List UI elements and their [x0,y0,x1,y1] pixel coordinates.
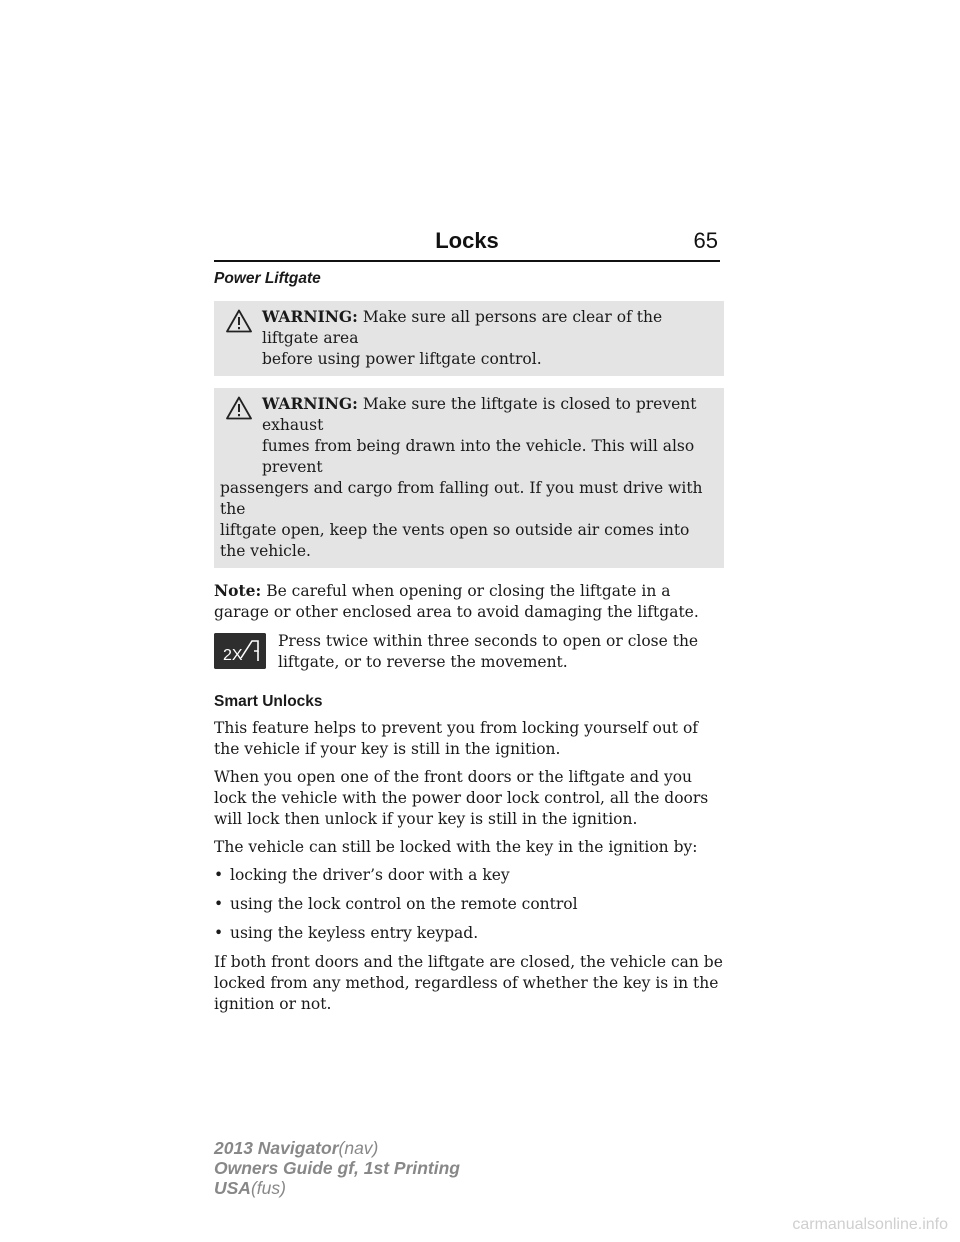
note-text: Be careful when opening or closing the liftgate in a garage or other enclosed area to avoid damaging the liftgate. [214,582,699,621]
bullet: • [214,866,224,884]
warning-triangle-icon [226,396,252,420]
liftgate-icon-label: 2X [223,647,243,664]
section-heading-power-liftgate: Power Liftgate [214,270,321,287]
page-number: 65 [693,228,718,253]
warning-text: Make sure the liftgate is closed to prevent exhaust [262,395,697,434]
page-header [214,228,720,262]
closing-paragraph: If both front doors and the liftgate are closed, the vehicle can be locked from any method, regardless of whether the key is in the ignition or not. [214,953,723,1013]
warning-line: before using power liftgate control. [262,350,542,368]
warning-label: WARNING: [262,307,358,326]
liftgate-button-row [214,631,724,673]
list-item-text: using the keyless entry keypad. [230,924,479,942]
chapter-title: Locks [435,228,499,253]
watermark-text: carmanualsonline.info [792,1216,948,1233]
footer-model: 2013 Navigator [214,1138,339,1158]
list-item-text: using the lock control on the remote control [230,895,578,913]
list-item-text: locking the driver’s door with a key [230,866,510,884]
footer-line-1 [214,1138,460,1158]
bullet: • [214,924,224,942]
page-footer [214,1138,460,1198]
warning-line [220,306,718,349]
footer-line-3 [214,1178,460,1198]
liftgate-button-description: Press twice within three seconds to open or close the liftgate, or to reverse the movement. [278,632,699,671]
warning-triangle-icon [226,309,252,333]
note-label: Note: [214,581,262,600]
bullet: • [214,895,224,913]
footer-model-code: (nav) [338,1138,379,1158]
warning-box-2 [214,388,724,568]
body-paragraph: When you open one of the front doors or the liftgate and you lock the vehicle with the power door lock control, all the doors will lock then unlock if your key is still in the ignition. [214,768,709,828]
warning-label: WARNING: [262,394,358,413]
body-paragraph: This feature helps to prevent you from locking yourself out of the vehicle if your key is still in the ignition. [214,719,699,758]
header-divider [214,260,720,262]
page-content [214,268,724,1022]
warning-box-1 [214,301,724,376]
warning-line: fumes from being drawn into the vehicle. This will also prevent [262,437,695,476]
body-paragraph: The vehicle can still be locked with the key in the ignition by: [214,838,698,856]
liftgate-2x-button-icon [214,633,266,669]
note-paragraph [214,580,724,623]
list-item [214,894,724,915]
section-heading-smart-unlocks: Smart Unlocks [214,693,323,710]
footer-market-code: (fus) [250,1178,286,1198]
warning-text: Make sure all persons are clear of the liftgate area [262,308,663,347]
footer-line-2 [214,1158,460,1178]
list-item [214,865,724,886]
warning-line [220,393,718,436]
warning-line: liftgate open, keep the vents open so outside air comes into the vehicle. [220,521,690,560]
lock-methods-list [214,865,724,944]
footer-guide: Owners Guide gf, 1st Printing [214,1158,460,1178]
footer-market: USA [214,1178,251,1198]
list-item [214,923,724,944]
warning-line: passengers and cargo from falling out. If you must drive with the [220,479,703,518]
